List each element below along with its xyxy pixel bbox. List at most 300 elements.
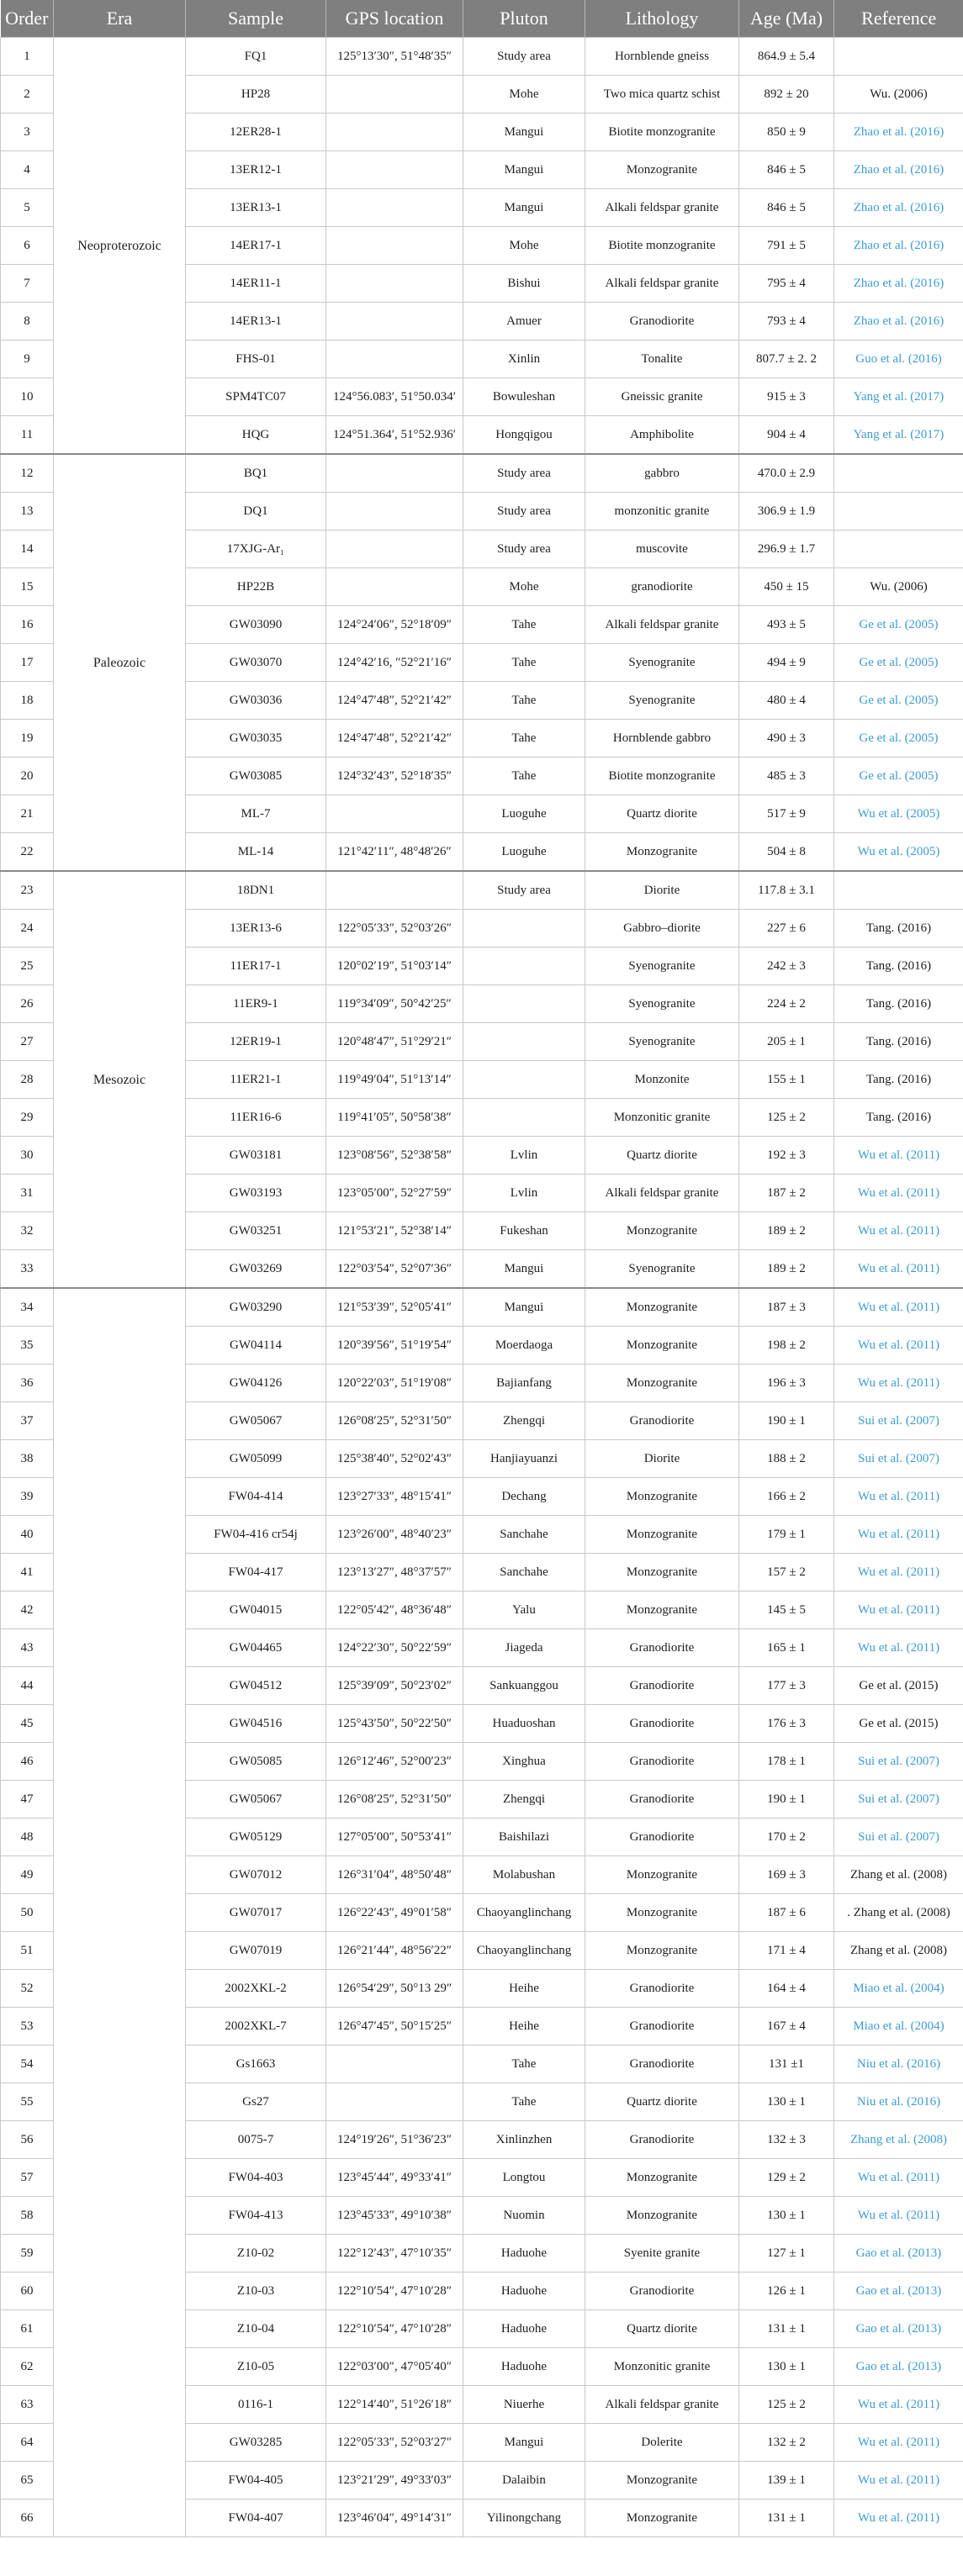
order-cell: 20	[1, 757, 54, 795]
pluton-cell: Bajianfang	[463, 1365, 585, 1402]
reference-link[interactable]: Zhao et al. (2016)	[834, 189, 963, 227]
reference-link[interactable]: Gao et al. (2013)	[834, 2272, 963, 2310]
reference-cell: . Zhang et al. (2008)	[834, 1894, 963, 1932]
gps-cell: 122°14′40″, 51°26′18″	[326, 2386, 463, 2424]
age-cell: 793 ± 4	[739, 303, 834, 340]
gps-cell: 119°34′09″, 50°42′25″	[326, 985, 463, 1023]
reference-link[interactable]: Zhao et al. (2016)	[834, 113, 963, 151]
sample-cell: GW07012	[186, 1856, 326, 1894]
sample-cell: FHS-01	[186, 340, 326, 378]
order-cell: 45	[1, 1705, 54, 1743]
order-cell: 62	[1, 2348, 54, 2386]
gps-cell	[326, 340, 463, 378]
sample-cell: GW03181	[186, 1137, 326, 1175]
order-cell: 29	[1, 1099, 54, 1137]
order-cell: 61	[1, 2310, 54, 2348]
pluton-cell: Lvlin	[463, 1175, 585, 1212]
age-cell: 485 ± 3	[739, 757, 834, 795]
age-cell: 164 ± 4	[739, 1970, 834, 2008]
age-cell: 296.9 ± 1.7	[739, 531, 834, 568]
sample-cell: 17XJG-Ar₁	[186, 531, 326, 568]
header-sample: Sample	[186, 0, 326, 38]
sample-cell: FQ1	[186, 38, 326, 76]
sample-cell: FW04-416 cr54j	[186, 1516, 326, 1554]
reference-link[interactable]: Wu et al. (2011)	[834, 1365, 963, 1402]
reference-link[interactable]: Gao et al. (2013)	[834, 2310, 963, 2348]
reference-cell: Tang. (2016)	[834, 985, 963, 1023]
lithology-cell: Alkali feldspar granite	[585, 189, 739, 227]
sample-cell: BQ1	[186, 454, 326, 493]
order-cell: 39	[1, 1478, 54, 1516]
age-cell: 132 ± 3	[739, 2121, 834, 2159]
order-cell: 19	[1, 720, 54, 757]
gps-cell: 124°51.364′, 51°52.936′	[326, 416, 463, 455]
sample-cell: HP28	[186, 76, 326, 113]
pluton-cell: Mangui	[463, 189, 585, 227]
reference-link[interactable]: Miao et al. (2004)	[834, 1970, 963, 2008]
lithology-cell: Monzogranite	[585, 1212, 739, 1250]
era-cell	[54, 1288, 186, 2537]
gps-cell	[326, 227, 463, 265]
pluton-cell: Haduohe	[463, 2272, 585, 2310]
pluton-cell: Chaoyanglinchang	[463, 1894, 585, 1932]
pluton-cell: Luoguhe	[463, 795, 585, 833]
gps-cell: 124°32′43″, 52°18′35″	[326, 757, 463, 795]
reference-cell: Zhang et al. (2008)	[834, 1932, 963, 1970]
lithology-cell: Syenogranite	[585, 644, 739, 682]
order-cell: 25	[1, 948, 54, 985]
lithology-cell: Monzonitic granite	[585, 1099, 739, 1137]
lithology-cell: Hornblende gabbro	[585, 720, 739, 757]
order-cell: 15	[1, 568, 54, 606]
pluton-cell: Tahe	[463, 2045, 585, 2083]
reference-link[interactable]: Sui et al. (2007)	[834, 1402, 963, 1440]
order-cell: 55	[1, 2083, 54, 2121]
age-cell: 517 ± 9	[739, 795, 834, 833]
lithology-cell: Monzonite	[585, 1061, 739, 1099]
reference-link[interactable]: Gao et al. (2013)	[834, 2348, 963, 2386]
sample-cell: Z10-02	[186, 2235, 326, 2272]
reference-link[interactable]: Wu et al. (2011)	[834, 2499, 963, 2537]
lithology-cell: Monzogranite	[585, 1856, 739, 1894]
reference-link[interactable]: Ge et al. (2005)	[834, 682, 963, 720]
gps-cell	[326, 189, 463, 227]
pluton-cell: Tahe	[463, 720, 585, 757]
gps-cell: 122°05′42″, 48°36′48″	[326, 1592, 463, 1629]
order-cell: 57	[1, 2159, 54, 2197]
order-cell: 42	[1, 1592, 54, 1629]
sample-cell: GW03193	[186, 1175, 326, 1212]
order-cell: 51	[1, 1932, 54, 1970]
reference-link[interactable]: Guo et al. (2016)	[834, 340, 963, 378]
order-cell: 13	[1, 493, 54, 531]
order-cell: 47	[1, 1781, 54, 1819]
reference-link[interactable]: Sui et al. (2007)	[834, 1440, 963, 1478]
reference-cell	[834, 493, 963, 531]
sample-cell: GW03070	[186, 644, 326, 682]
age-cell: 190 ± 1	[739, 1402, 834, 1440]
sample-cell: 2002XKL-7	[186, 2008, 326, 2045]
pluton-cell	[463, 1023, 585, 1061]
reference-link[interactable]: Niu et al. (2016)	[834, 2045, 963, 2083]
reference-link[interactable]: Wu et al. (2011)	[834, 1516, 963, 1554]
age-cell: 132 ± 2	[739, 2424, 834, 2462]
reference-link[interactable]: Wu et al. (2011)	[834, 1478, 963, 1516]
reference-link[interactable]: Wu et al. (2011)	[834, 1288, 963, 1327]
gps-cell: 120°22′03″, 51°19′08″	[326, 1365, 463, 1402]
lithology-cell: Dolerite	[585, 2424, 739, 2462]
gps-cell: 122°03′00″, 47°05′40″	[326, 2348, 463, 2386]
reference-cell: Tang. (2016)	[834, 1061, 963, 1099]
sample-cell: GW07017	[186, 1894, 326, 1932]
sample-cell: HQG	[186, 416, 326, 455]
pluton-cell: Tahe	[463, 2083, 585, 2121]
reference-link[interactable]: Wu et al. (2011)	[834, 1554, 963, 1592]
sample-cell: Z10-03	[186, 2272, 326, 2310]
reference-link[interactable]: Ge et al. (2005)	[834, 757, 963, 795]
pluton-cell: Chaoyanglinchang	[463, 1932, 585, 1970]
order-cell: 28	[1, 1061, 54, 1099]
age-cell: 179 ± 1	[739, 1516, 834, 1554]
lithology-cell: Monzogranite	[585, 1894, 739, 1932]
order-cell: 66	[1, 2499, 54, 2537]
lithology-cell: Syenite granite	[585, 2235, 739, 2272]
pluton-cell	[463, 910, 585, 948]
reference-link[interactable]: Wu et al. (2011)	[834, 1592, 963, 1629]
pluton-cell: Hanjiayuanzi	[463, 1440, 585, 1478]
lithology-cell: Monzonitic granite	[585, 2348, 739, 2386]
order-cell: 11	[1, 416, 54, 455]
sample-cell: HP22B	[186, 568, 326, 606]
gps-cell	[326, 568, 463, 606]
age-cell: 846 ± 5	[739, 189, 834, 227]
pluton-cell: Zhengqi	[463, 1781, 585, 1819]
header-lithology: Lithology	[585, 0, 739, 38]
pluton-cell: Baishilazi	[463, 1819, 585, 1856]
order-cell: 3	[1, 113, 54, 151]
lithology-cell: Monzogranite	[585, 2462, 739, 2499]
pluton-cell: Tahe	[463, 682, 585, 720]
pluton-cell: Mohe	[463, 76, 585, 113]
age-cell: 192 ± 3	[739, 1137, 834, 1175]
gps-cell: 120°48′47″, 51°29′21″	[326, 1023, 463, 1061]
age-cell: 165 ± 1	[739, 1629, 834, 1667]
lithology-cell: Hornblende gneiss	[585, 38, 739, 76]
era-cell: Paleozoic	[54, 454, 186, 871]
order-cell: 9	[1, 340, 54, 378]
header-row	[1, 0, 963, 38]
gps-cell: 124°56.083′, 51°50.034′	[326, 378, 463, 416]
reference-link[interactable]: Gao et al. (2013)	[834, 2235, 963, 2272]
sample-cell: 13ER12-1	[186, 151, 326, 189]
table-body	[1, 38, 963, 2537]
order-cell: 56	[1, 2121, 54, 2159]
pluton-cell: Study area	[463, 454, 585, 493]
order-cell: 17	[1, 644, 54, 682]
pluton-cell: Study area	[463, 493, 585, 531]
lithology-cell: Granodiorite	[585, 2272, 739, 2310]
reference-link[interactable]: Ge et al. (2005)	[834, 606, 963, 644]
gps-cell: 124°47′48″, 52°21′42″	[326, 682, 463, 720]
reference-link[interactable]: Wu et al. (2011)	[834, 2197, 963, 2235]
lithology-cell: Quartz diorite	[585, 1137, 739, 1175]
age-cell: 170 ± 2	[739, 1819, 834, 1856]
order-cell: 58	[1, 2197, 54, 2235]
sample-cell: GW04126	[186, 1365, 326, 1402]
age-cell: 480 ± 4	[739, 682, 834, 720]
pluton-cell: Yalu	[463, 1592, 585, 1629]
order-cell: 16	[1, 606, 54, 644]
reference-link[interactable]: Zhao et al. (2016)	[834, 151, 963, 189]
gps-cell: 126°08′25″, 52°31′50″	[326, 1402, 463, 1440]
pluton-cell: Moerdaoga	[463, 1327, 585, 1365]
table-row	[1, 38, 963, 76]
pluton-cell: Xinlin	[463, 340, 585, 378]
reference-link[interactable]: Yang et al. (2017)	[834, 378, 963, 416]
sample-cell: 11ER17-1	[186, 948, 326, 985]
lithology-cell: Granodiorite	[585, 303, 739, 340]
pluton-cell: Yilinongchang	[463, 2499, 585, 2537]
reference-cell: Zhang et al. (2008)	[834, 1856, 963, 1894]
order-cell: 23	[1, 871, 54, 910]
sample-cell: GW03269	[186, 1250, 326, 1289]
age-cell: 205 ± 1	[739, 1023, 834, 1061]
lithology-cell: Monzogranite	[585, 151, 739, 189]
sample-cell: GW04512	[186, 1667, 326, 1705]
reference-link[interactable]: Wu et al. (2011)	[834, 1327, 963, 1365]
order-cell: 40	[1, 1516, 54, 1554]
reference-link[interactable]: Wu et al. (2005)	[834, 795, 963, 833]
sample-cell: 0075-7	[186, 2121, 326, 2159]
sample-cell: 12ER28-1	[186, 113, 326, 151]
gps-cell: 122°05′33″, 52°03′27″	[326, 2424, 463, 2462]
order-cell: 63	[1, 2386, 54, 2424]
reference-link[interactable]: Wu et al. (2011)	[834, 2386, 963, 2424]
order-cell: 52	[1, 1970, 54, 2008]
lithology-cell: Monzogranite	[585, 1554, 739, 1592]
pluton-cell: Mangui	[463, 1288, 585, 1327]
reference-link[interactable]: Zhao et al. (2016)	[834, 265, 963, 303]
age-cell: 187 ± 3	[739, 1288, 834, 1327]
sample-cell: Z10-04	[186, 2310, 326, 2348]
order-cell: 22	[1, 833, 54, 872]
sample-cell: 18DN1	[186, 871, 326, 910]
reference-link[interactable]: Ge et al. (2005)	[834, 720, 963, 757]
reference-cell	[834, 871, 963, 910]
lithology-cell: Monzogranite	[585, 1365, 739, 1402]
pluton-cell: Haduohe	[463, 2235, 585, 2272]
gps-cell: 124°47′48″, 52°21′42″	[326, 720, 463, 757]
gps-cell: 126°31′04″, 48°50′48″	[326, 1856, 463, 1894]
pluton-cell: Molabushan	[463, 1856, 585, 1894]
reference-link[interactable]: Wu et al. (2011)	[834, 1175, 963, 1212]
sample-cell: GW03090	[186, 606, 326, 644]
gps-cell: 121°53′39″, 52°05′41″	[326, 1288, 463, 1327]
gps-cell: 124°19′26″, 51°36′23″	[326, 2121, 463, 2159]
reference-link[interactable]: Wu et al. (2011)	[834, 1629, 963, 1667]
age-cell: 166 ± 2	[739, 1478, 834, 1516]
gps-cell	[326, 76, 463, 113]
lithology-cell: Tonalite	[585, 340, 739, 378]
header-pluton: Pluton	[463, 0, 585, 38]
order-cell: 4	[1, 151, 54, 189]
reference-link[interactable]: Zhao et al. (2016)	[834, 227, 963, 265]
sample-cell: GW04516	[186, 1705, 326, 1743]
header-order: Order	[1, 0, 54, 38]
gps-cell: 124°24′06″, 52°18′09″	[326, 606, 463, 644]
order-cell: 12	[1, 454, 54, 493]
pluton-cell: Haduohe	[463, 2310, 585, 2348]
pluton-cell: Haduohe	[463, 2348, 585, 2386]
sample-cell: 0116-1	[186, 2386, 326, 2424]
sample-cell: Gs1663	[186, 2045, 326, 2083]
sample-cell: 2002XKL-2	[186, 1970, 326, 2008]
lithology-cell: Gabbro–diorite	[585, 910, 739, 948]
gps-cell: 126°08′25″, 52°31′50″	[326, 1781, 463, 1819]
age-cell: 493 ± 5	[739, 606, 834, 644]
lithology-cell: Biotite monzogranite	[585, 227, 739, 265]
lithology-cell: Granodiorite	[585, 2008, 739, 2045]
header-age: Age (Ma)	[739, 0, 834, 38]
order-cell: 65	[1, 2462, 54, 2499]
lithology-cell: Granodiorite	[585, 1667, 739, 1705]
reference-link[interactable]: Wu et al. (2011)	[834, 2159, 963, 2197]
gps-cell: 122°03′54″, 52°07′36″	[326, 1250, 463, 1289]
reference-link[interactable]: Wu et al. (2005)	[834, 833, 963, 872]
reference-link[interactable]: Sui et al. (2007)	[834, 1781, 963, 1819]
sample-cell: ML-7	[186, 795, 326, 833]
lithology-cell: Amphibolite	[585, 416, 739, 455]
sample-cell: GW03251	[186, 1212, 326, 1250]
age-cell: 145 ± 5	[739, 1592, 834, 1629]
lithology-cell: Syenogranite	[585, 682, 739, 720]
age-cell: 178 ± 1	[739, 1743, 834, 1781]
gps-cell: 124°42′16, ″52°21′16″	[326, 644, 463, 682]
lithology-cell: Granodiorite	[585, 1743, 739, 1781]
order-cell: 24	[1, 910, 54, 948]
age-cell: 227 ± 6	[739, 910, 834, 948]
order-cell: 8	[1, 303, 54, 340]
gps-cell: 123°46′04″, 49°14′31″	[326, 2499, 463, 2537]
sample-cell: GW04015	[186, 1592, 326, 1629]
gps-cell: 125°13′30″, 51°48′35″	[326, 38, 463, 76]
pluton-cell: Dechang	[463, 1478, 585, 1516]
reference-link[interactable]: Wu et al. (2011)	[834, 2462, 963, 2499]
pluton-cell: Sankuanggou	[463, 1667, 585, 1705]
age-cell: 157 ± 2	[739, 1554, 834, 1592]
lithology-cell: Monzogranite	[585, 1592, 739, 1629]
sample-cell: 13ER13-1	[186, 189, 326, 227]
lithology-cell: Quartz diorite	[585, 795, 739, 833]
order-cell: 46	[1, 1743, 54, 1781]
lithology-cell: Monzogranite	[585, 1932, 739, 1970]
order-cell: 44	[1, 1667, 54, 1705]
gps-cell: 123°27′33″, 48°15′41″	[326, 1478, 463, 1516]
gps-cell: 122°10′54″, 47°10′28″	[326, 2310, 463, 2348]
lithology-cell: Monzogranite	[585, 1516, 739, 1554]
age-cell: 915 ± 3	[739, 378, 834, 416]
reference-link[interactable]: Wu et al. (2011)	[834, 1250, 963, 1289]
lithology-cell: Diorite	[585, 1440, 739, 1478]
order-cell: 53	[1, 2008, 54, 2045]
order-cell: 48	[1, 1819, 54, 1856]
pluton-cell: Heihe	[463, 1970, 585, 2008]
order-cell: 21	[1, 795, 54, 833]
pluton-cell: Longtou	[463, 2159, 585, 2197]
sample-cell: GW03085	[186, 757, 326, 795]
sample-cell: DQ1	[186, 493, 326, 531]
gps-cell: 125°43′50″, 50°22′50″	[326, 1705, 463, 1743]
age-cell: 139 ± 1	[739, 2462, 834, 2499]
gps-cell: 123°13′27″, 48°37′57″	[326, 1554, 463, 1592]
gps-cell	[326, 493, 463, 531]
order-cell: 27	[1, 1023, 54, 1061]
pluton-cell: Mangui	[463, 151, 585, 189]
sample-cell: GW07019	[186, 1932, 326, 1970]
reference-link[interactable]: Ge et al. (2005)	[834, 644, 963, 682]
gps-cell	[326, 531, 463, 568]
lithology-cell: Alkali feldspar granite	[585, 1175, 739, 1212]
reference-cell: Wu. (2006)	[834, 76, 963, 113]
gps-cell: 126°21′44″, 48°56′22″	[326, 1932, 463, 1970]
reference-link[interactable]: Sui et al. (2007)	[834, 1819, 963, 1856]
pluton-cell: Mohe	[463, 568, 585, 606]
sample-cell: GW05067	[186, 1402, 326, 1440]
reference-link[interactable]: Niu et al. (2016)	[834, 2083, 963, 2121]
gps-cell	[326, 2083, 463, 2121]
reference-link[interactable]: Sui et al. (2007)	[834, 1743, 963, 1781]
gps-cell	[326, 2045, 463, 2083]
age-cell: 130 ± 1	[739, 2348, 834, 2386]
lithology-cell: Quartz diorite	[585, 2310, 739, 2348]
age-cell: 795 ± 4	[739, 265, 834, 303]
pluton-cell: Hongqigou	[463, 416, 585, 455]
pluton-cell	[463, 985, 585, 1023]
header-reference: Reference	[834, 0, 963, 38]
reference-link[interactable]: Miao et al. (2004)	[834, 2008, 963, 2045]
order-cell: 60	[1, 2272, 54, 2310]
reference-link[interactable]: Yang et al. (2017)	[834, 416, 963, 455]
reference-link[interactable]: Wu et al. (2011)	[834, 1212, 963, 1250]
lithology-cell: muscovite	[585, 531, 739, 568]
age-cell: 130 ± 1	[739, 2197, 834, 2235]
order-cell: 31	[1, 1175, 54, 1212]
reference-link[interactable]: Wu et al. (2011)	[834, 1137, 963, 1175]
reference-link[interactable]: Zhang et al. (2008)	[834, 2121, 963, 2159]
reference-link[interactable]: Zhao et al. (2016)	[834, 303, 963, 340]
age-cell: 494 ± 9	[739, 644, 834, 682]
reference-link[interactable]: Wu et al. (2011)	[834, 2424, 963, 2462]
gps-cell	[326, 871, 463, 910]
table-row	[1, 871, 963, 910]
pluton-cell	[463, 948, 585, 985]
age-cell: 850 ± 9	[739, 113, 834, 151]
order-cell: 33	[1, 1250, 54, 1289]
age-cell: 127 ± 1	[739, 2235, 834, 2272]
order-cell: 43	[1, 1629, 54, 1667]
order-cell: 14	[1, 531, 54, 568]
sample-cell: GW05129	[186, 1819, 326, 1856]
order-cell: 10	[1, 378, 54, 416]
lithology-cell: Quartz diorite	[585, 2083, 739, 2121]
age-cell: 125 ± 2	[739, 1099, 834, 1137]
age-cell: 224 ± 2	[739, 985, 834, 1023]
pluton-cell: Zhengqi	[463, 1402, 585, 1440]
era-cell: Mesozoic	[54, 871, 186, 1288]
age-cell: 490 ± 3	[739, 720, 834, 757]
pluton-cell: Tahe	[463, 644, 585, 682]
order-cell: 7	[1, 265, 54, 303]
